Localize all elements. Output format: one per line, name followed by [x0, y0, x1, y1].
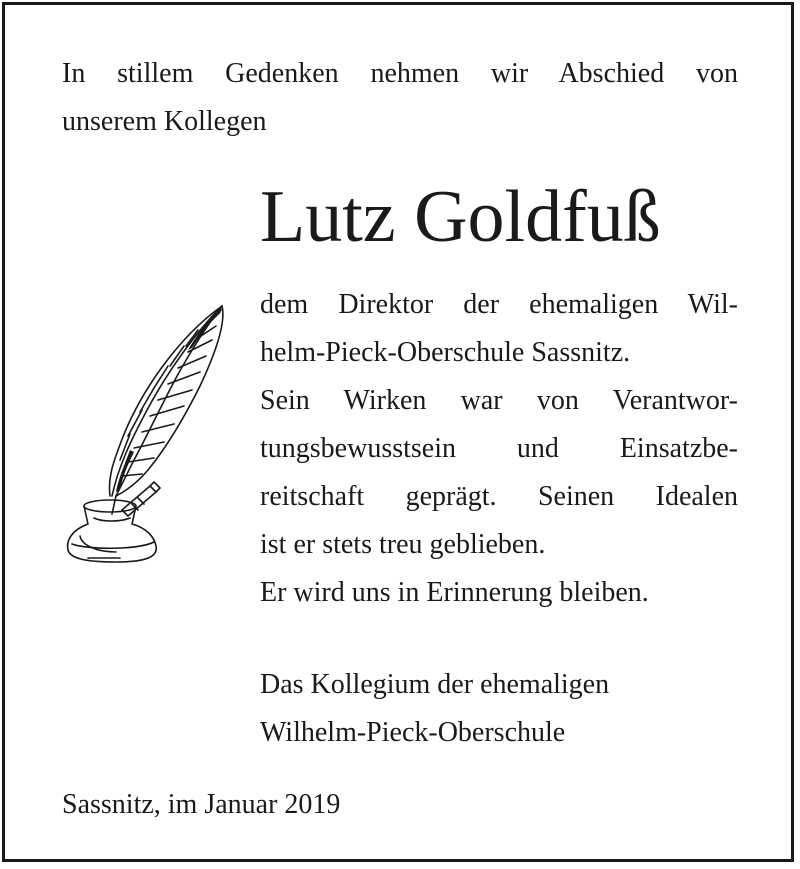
intro-text — [62, 50, 738, 146]
tribute-line-4: ist er stets treu geblieben. — [260, 529, 546, 560]
signoff-line-1: Das Kollegium der ehemaligen — [260, 669, 610, 700]
intro-line-2: unserem Kollegen — [62, 106, 267, 137]
signoff — [260, 661, 609, 757]
tribute-text — [260, 281, 738, 617]
tribute-line-5: Er wird uns in Erinnerung bleiben. — [260, 577, 649, 608]
deceased-name: Lutz Goldfuß — [260, 176, 661, 258]
role-line-1: dem Direktor der ehemaligen Wil- — [260, 289, 738, 320]
tribute-line-1: Sein Wirken war von Verantwor- — [260, 385, 738, 416]
role-line-2: helm-Pieck-Oberschule Sassnitz. — [260, 337, 631, 368]
signoff-line-2: Wilhelm-Pieck-Oberschule — [260, 717, 566, 748]
quill-and-inkwell-icon — [58, 300, 233, 565]
tribute-line-3: reitschaft geprägt. Seinen Idealen — [260, 481, 738, 512]
intro-line-1: In stillem Gedenken nehmen wir Abschied von — [62, 58, 738, 89]
place-date: Sassnitz, im Januar 2019 — [62, 789, 341, 820]
tribute-line-2: tungsbewusstsein und Einsatzbe- — [260, 433, 738, 464]
